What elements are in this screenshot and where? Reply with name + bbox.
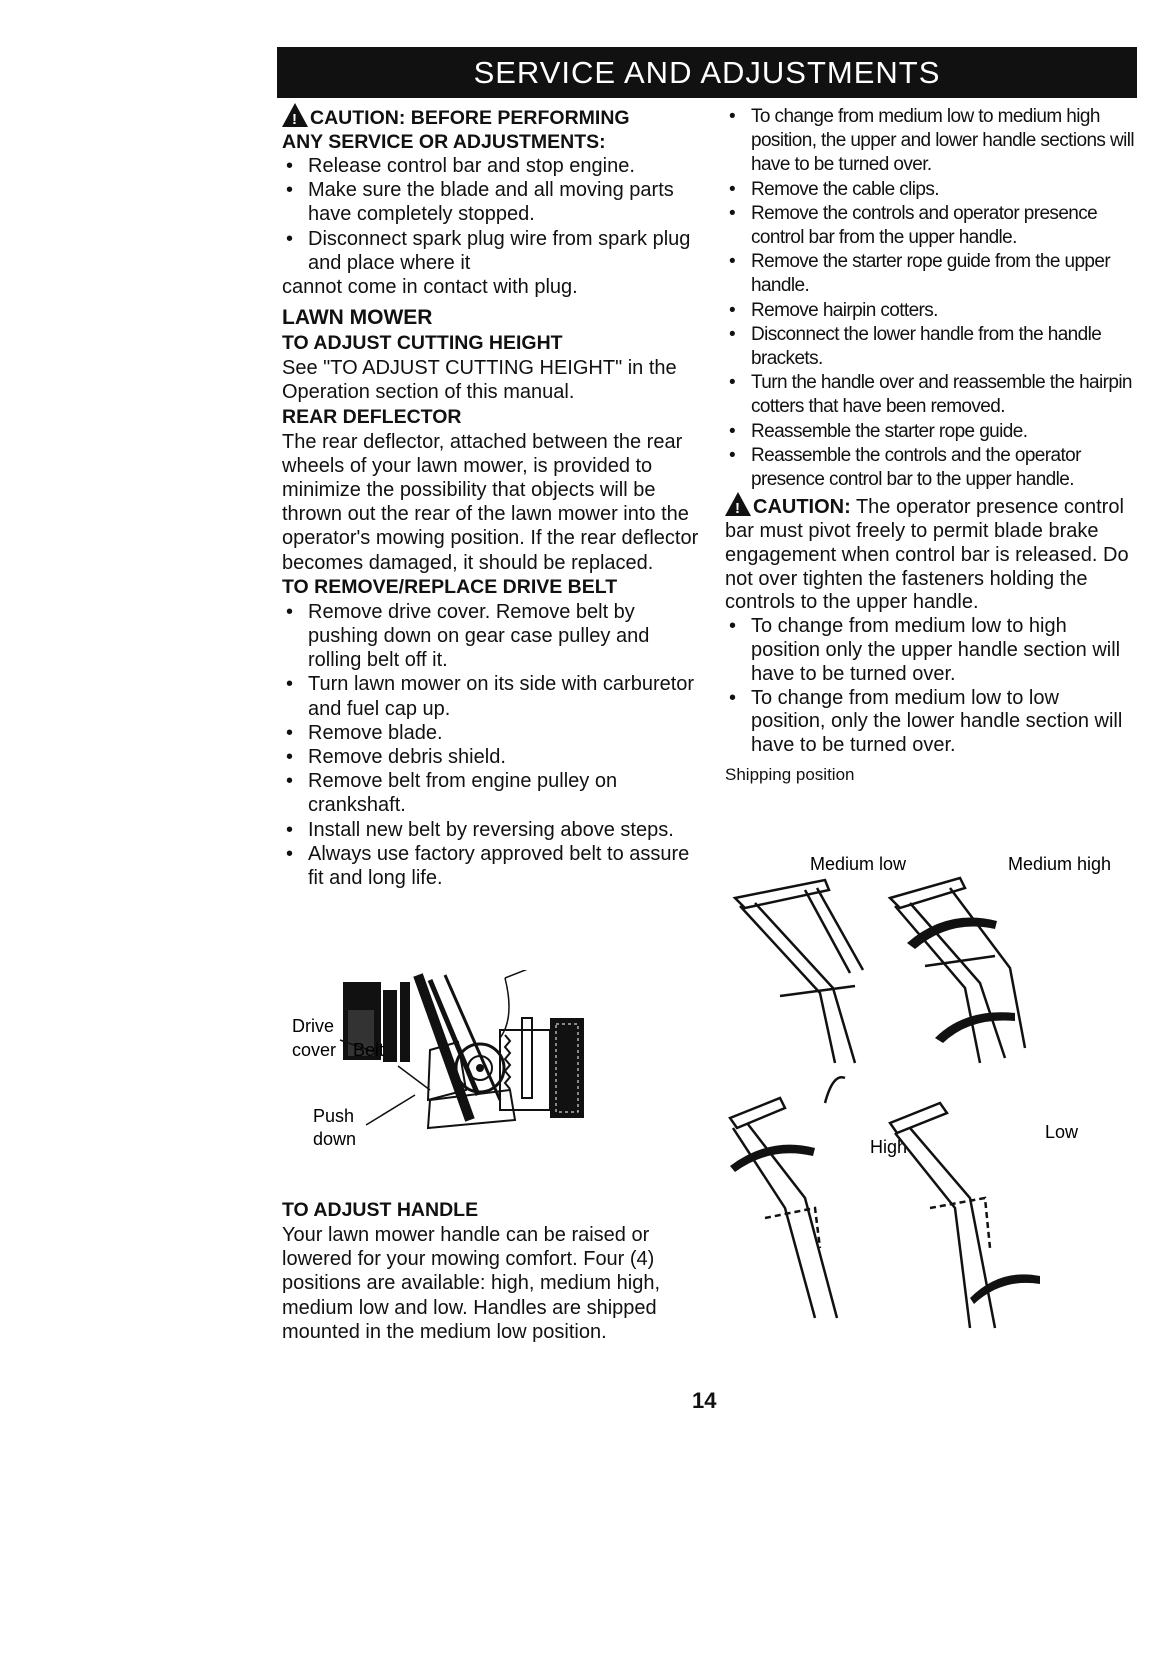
rear-deflector-heading: REAR DEFLECTOR bbox=[282, 405, 462, 428]
adjust-handle-heading: TO ADJUST HANDLE bbox=[282, 1199, 479, 1221]
adjust-handle-text: Your lawn mower handle can be raised or lowered for your mowing comfort. Four (4) positions are available: high, medium high, medium low and low. Handles are shipped mounted in the medium low position. bbox=[282, 1224, 660, 1343]
handle-medium-low bbox=[735, 880, 863, 1063]
list-item: • To change from medium low to high position only the upper handle section will have to be turned over. bbox=[725, 615, 1135, 686]
cutting-height-text: See "TO ADJUST CUTTING HEIGHT" in the Operation section of this manual. bbox=[282, 357, 677, 404]
list-item: • Remove blade. bbox=[282, 721, 702, 745]
list-item: • Remove the starter rope guide from the upper handle. bbox=[725, 250, 1135, 298]
list-item: • Disconnect the lower handle from the handle brackets. bbox=[725, 323, 1135, 371]
cover-label: cover bbox=[292, 1040, 337, 1060]
medium-low-label: Medium low bbox=[810, 854, 907, 874]
caution-continuation: cannot come in contact with plug. bbox=[282, 276, 578, 299]
handle-steps-list bbox=[725, 105, 1135, 492]
cutting-height-heading: TO ADJUST CUTTING HEIGHT bbox=[282, 332, 563, 355]
list-item: • Remove debris shield. bbox=[282, 745, 702, 769]
drive-belt-list bbox=[282, 600, 702, 890]
push-label: Push bbox=[313, 1106, 355, 1126]
list-item: • Remove belt from engine pulley on crankshaft. bbox=[282, 769, 702, 817]
list-item: • Install new belt by reversing above steps. bbox=[282, 818, 702, 842]
handle-medium-high bbox=[890, 878, 1025, 1063]
list-item: • Remove drive cover. Remove belt by pushing down on gear case pulley and rolling belt off it. bbox=[282, 600, 702, 673]
list-item: • To change from medium low to medium high position, the upper and lower handle sections will have to be turned over. bbox=[725, 105, 1135, 178]
warning-triangle-icon bbox=[725, 492, 751, 516]
shipping-position-label: Shipping position bbox=[725, 765, 855, 785]
list-item: • Remove the cable clips. bbox=[725, 178, 1135, 202]
list-item: • Remove the controls and operator presence control bar from the upper handle. bbox=[725, 202, 1135, 250]
list-item: • Make sure the blade and all moving parts have completely stopped. bbox=[282, 178, 702, 226]
page-number: 14 bbox=[692, 1388, 717, 1413]
section-title: SERVICE AND ADJUSTMENTS bbox=[473, 54, 941, 90]
list-item: • Remove hairpin cotters. bbox=[725, 299, 1135, 323]
handle-high bbox=[730, 1077, 845, 1318]
section-banner bbox=[277, 47, 1137, 98]
list-item: • To change from medium low to low position, only the lower handle section will have to be turned over. bbox=[725, 687, 1135, 758]
gear-case bbox=[500, 1018, 550, 1110]
drive-belt-illustration bbox=[280, 970, 620, 1185]
list-item: • Reassemble the starter rope guide. bbox=[725, 420, 1135, 444]
caution-note: !CAUTION: The operator presence control bar must pivot freely to permit blade brake engagement when control bar is released. Do not over tighten the fasteners holding the controls to the upper handle. bbox=[725, 492, 1135, 615]
medium-high-label: Medium high bbox=[1008, 854, 1112, 874]
wheel bbox=[550, 1018, 584, 1118]
high-label: High bbox=[870, 1137, 908, 1157]
list-item: • Disconnect spark plug wire from spark plug and place where it bbox=[282, 227, 702, 275]
rotation-arrow bbox=[730, 1145, 1040, 1304]
left-column bbox=[282, 103, 702, 890]
caution-list bbox=[282, 154, 702, 275]
drive-belt-heading: TO REMOVE/REPLACE DRIVE BELT bbox=[282, 575, 618, 598]
list-item: • Turn lawn mower on its side with carburetor and fuel cap up. bbox=[282, 672, 702, 720]
down-label: down bbox=[313, 1129, 357, 1149]
list-item: • Release control bar and stop engine. bbox=[282, 154, 702, 178]
low-label: Low bbox=[1045, 1122, 1079, 1142]
caution-heading: !CAUTION: BEFORE PERFORMING ANY SERVICE OR ADJUSTMENTS: bbox=[282, 103, 702, 154]
warning-triangle-icon bbox=[282, 103, 308, 127]
handle-steps-list-2 bbox=[725, 615, 1135, 758]
adjust-handle-section bbox=[282, 1198, 702, 1344]
list-item: • Always use factory approved belt to assure fit and long life. bbox=[282, 842, 702, 890]
handle-positions-illustration bbox=[725, 848, 1140, 1368]
right-column bbox=[725, 105, 1135, 786]
drive-label: Drive bbox=[292, 1016, 335, 1036]
list-item: • Reassemble the controls and the operator presence control bar to the upper handle. bbox=[725, 444, 1135, 492]
rear-deflector-text: The rear deflector, attached between the rear wheels of your lawn mower, is provided to minimize the possibility that objects will be thrown out the rear of the lawn mower into the operator's mowing position. If the rear deflector becomes damaged, it should be replaced. bbox=[282, 430, 699, 574]
list-item: • Turn the handle over and reassemble the hairpin cotters that have been removed. bbox=[725, 371, 1135, 419]
lawn-mower-heading: LAWN MOWER bbox=[282, 306, 433, 330]
rotation-arrow bbox=[907, 917, 1015, 1043]
belt-label: Belt bbox=[353, 1040, 385, 1060]
